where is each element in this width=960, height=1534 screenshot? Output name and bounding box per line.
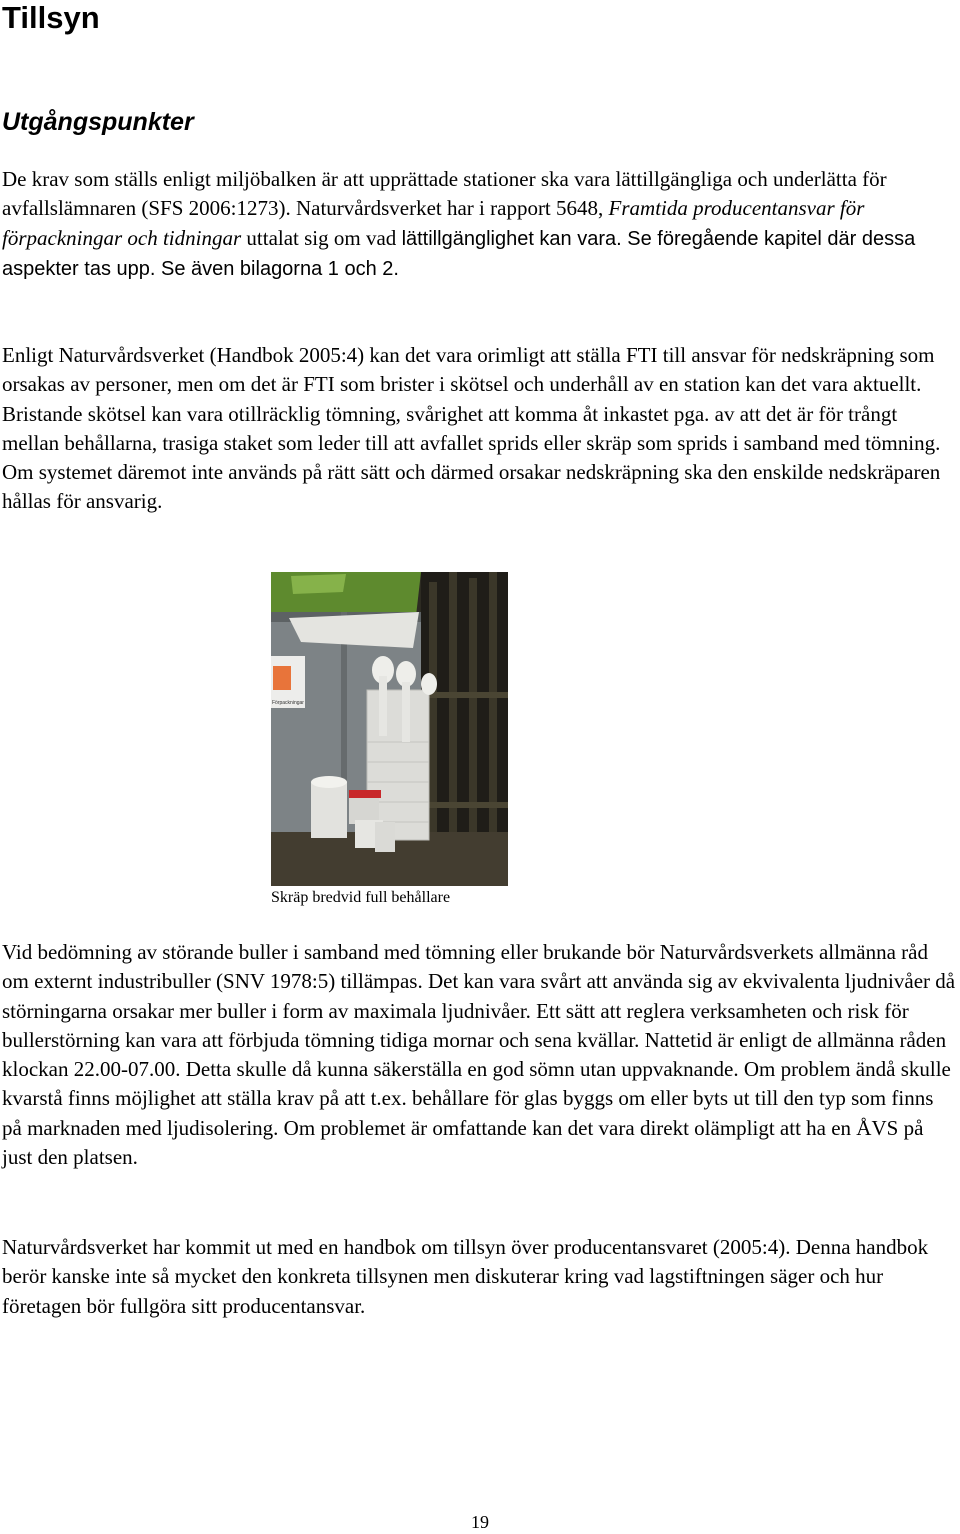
page-heading: Tillsyn xyxy=(2,0,100,35)
figure-caption: Skräp bredvid full behållare xyxy=(271,889,451,906)
paragraph-text: uttalat sig om vad xyxy=(241,225,402,250)
page-number: 19 xyxy=(471,1512,489,1532)
report-title: Framtida producentansvar för förpackningar och tidningar xyxy=(2,196,865,250)
photo-illustration xyxy=(271,572,508,886)
paragraph-text: lättillgänglighet kan vara. Se föregående kapitel där dessa aspekter tas upp. Se även bilagorna 1 och 2. xyxy=(2,227,916,280)
paragraph-accessibility xyxy=(2,165,958,284)
paragraph-littering: Enligt Naturvårdsverket (Handbok 2005:4) kan det vara orimligt att ställa FTI till ansvar för nedskräpning som orsakas av personer, men om det är FTI som brister i skötsel och underhåll av en station kan det vara aktuellt. Bristande skötsel kan vara otillräcklig tömning, svårighet att komma åt inkastet pga. av att det är för trångt mellan behållarna, trasiga staket som leder till att avfallet sprids eller skräp som sprids i samband med tömning. Om systemet däremot inte används på rätt sätt och därmed orsakar nedskräpning ska den enskilde nedskräparen hållas för ansvarig. xyxy=(2,343,941,514)
paragraph-noise: Vid bedömning av störande buller i samband med tömning eller brukande bör Naturvårdsverkets allmänna råd om externt industribuller (SNV 1978:5) tillämpas. Det kan vara svårt att använda sig av ekvivalenta ljudnivåer då störningarna orsakar mer buller i form av maximala ljudnivåer. Ett sätt att reglera verksamheten och risk för bullerstörning kan vara att förbjuda tömning tidiga mornar och sena kvällar. Nattetid är enligt de allmänna råden klockan 22.00-07.00. Detta skulle då kunna säkerställa en god sömn utan uppvaknande. Om problem ändå skulle kvarstå finns möjlighet att ställa krav på att t.ex. behållare för glas byggs om eller byts ut till den typ som finns på marknaden med ljudisolering. Om problemet är omfattande kan det vara direkt olämpligt att ha en ÅVS på just den platsen. xyxy=(2,940,956,1170)
paragraph-handbook: Naturvårdsverket har kommit ut med en handbok om tillsyn över producentansvaret (2005:4). Denna handbok berör kanske inte så mycket den konkreta tillsynen men diskuterar kring vad lagstiftningen säger och hur företagen bör fullgöra sitt producentansvar. xyxy=(2,1235,929,1318)
sign-label: Förpackningar xyxy=(272,700,304,706)
paragraph-text: De krav som ställs enligt miljöbalken är att upprättade stationer ska vara lättillgängliga och underlätta för avfallslämnaren (SFS 2006:1273). Naturvårdsverket har i rapport 5648, xyxy=(2,167,887,221)
photo-litter-next-to-container xyxy=(271,572,508,886)
section-heading: Utgångspunkter xyxy=(2,108,194,136)
